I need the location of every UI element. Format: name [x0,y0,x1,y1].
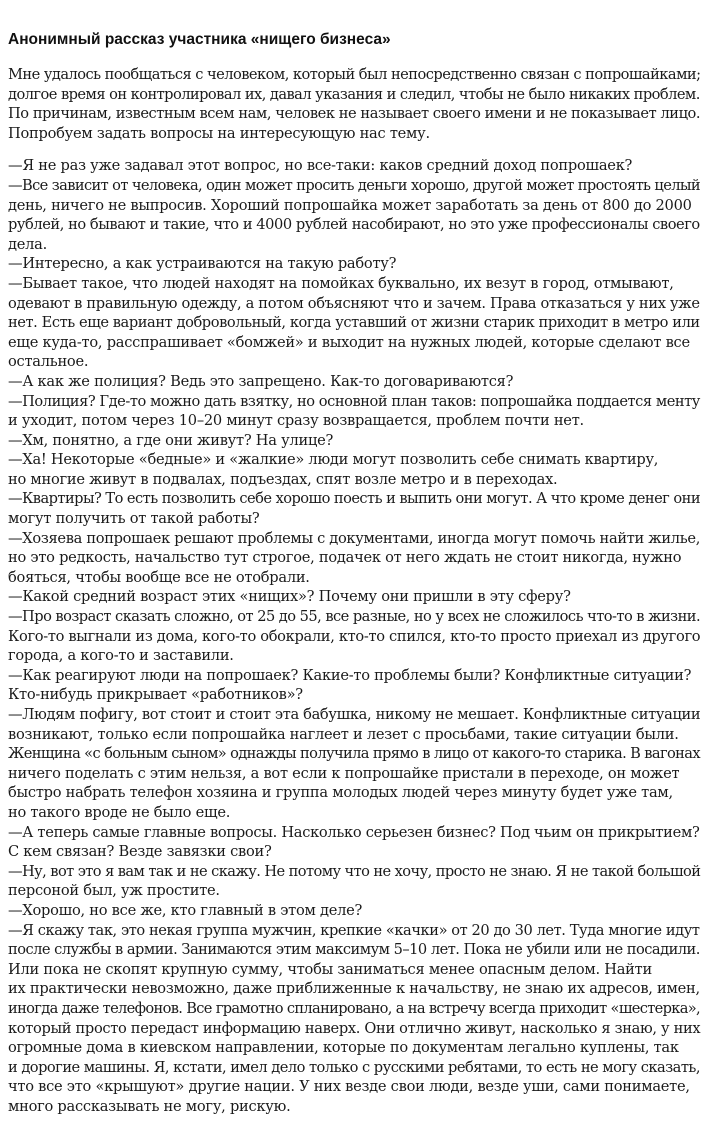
text-line: —Хм, понятно, а где они живут? На улице? [8,431,334,449]
text-line: —Хозяева попрошаек решают проблемы с документами, иногда могут помочь найти жилье, [8,529,701,547]
text-line: но многие живут в подвалах, подъездах, спят возле метро и в переходах. [8,470,558,488]
text-line: —Я не раз уже задавал этот вопрос, но все-таки: каков средний доход попрошаек? [8,157,633,175]
text-line: остальное. [8,353,89,371]
paragraph-gap [8,143,700,156]
text-line: еще куда-то, расспрашивает «бомжей» и выходит на нужных людей, которые сделают все [8,333,690,351]
article-title: Анонимный рассказ участника «нищего бизнеса» [8,31,391,48]
text-line: Попробуем задать вопросы на интересующую нас тему. [8,124,430,142]
text-line: день, ничего не выпросив. Хороший попрошайка может заработать за день от 800 до 2000 [8,196,692,214]
text-line: —Про возраст сказать сложно, от 25 до 55, все разные, но у всех не сложилось что-то в жизни. [8,608,701,626]
text-line: огромные дома в киевском направлении, которые по документам легально куплены, так [8,1039,679,1057]
text-line: бояться, чтобы вообще все не отобрали. [8,568,310,586]
intro-paragraph [8,65,700,143]
interview-dialogue [8,156,700,1116]
text-line: дела. [8,235,47,253]
text-line: и дорогие машины. Я, кстати, имел дело только с русскими ребятами, то есть не могу сказать, [8,1058,700,1076]
text-line: —Какой средний возраст этих «нищих»? Почему они пришли в эту сферу? [8,588,571,606]
text-line: —Все зависит от человека, один может просить деньги хорошо, другой может простоять целый [8,176,701,194]
text-line: после службы в армии. Занимаются этим максимум 5–10 лет. Пока не убили или не посадили. [8,941,700,959]
text-line: —Полиция? Где-то можно дать взятку, но основной план таков: попрошайка поддается менту [8,392,700,410]
text-line: ничего поделать с этим нельзя, а вот если к попрошайке пристали в переходе, он может [8,764,680,782]
text-line: их практически невозможно, даже приближенные к начальству, не знаю их адресов, имен, [8,980,700,998]
text-line: иногда даже телефонов. Все грамотно спланировано, а на встречу всегда приходит «шестерка», [8,999,701,1017]
text-line: быстро набрать телефон хозяина и группа молодых людей через минуту будет уже там, [8,784,673,802]
text-line: Кто-нибудь прикрывает «работников»? [8,686,303,704]
text-line: могут получить от такой работы? [8,510,260,528]
text-line: рублей, но бывают и такие, что и 4000 рублей насобирают, но это уже профессионалы своего [8,216,700,234]
text-line: —Бывает такое, что людей находят на помойках буквально, их везут в город, отмывают, [8,274,674,292]
text-line: Кого-то выгнали из дома, кого-то обокрали, кто-то спился, кто-то просто приехал из другого [8,627,701,645]
text-line: —Людям пофигу, вот стоит и стоит эта бабушка, никому не мешает. Конфликтные ситуации [8,706,701,723]
text-line: Женщина «с больным сыном» однажды получила прямо в лицо от какого-то старика. В вагонах [8,745,700,763]
text-line: нет. Есть еще вариант добровольный, когда уставший от жизни старик приходит в метро или [8,314,700,332]
text-line: персоной был, уж простите. [8,882,220,900]
text-line: —Хорошо, но все же, кто главный в этом деле? [8,901,363,919]
text-line: долгое время он контролировал их, давал указания и следил, чтобы не было никаких проблем. [8,85,700,103]
text-line: но такого вроде не было еще. [8,803,231,821]
text-line: По причинам, известным всем нам, человек не называет своего имени и не показывает лицо. [8,105,701,123]
text-line: С кем связан? Везде завязки свои? [8,843,272,861]
text-line: —Я скажу так, это некая группа мужчин, крепкие «качки» от 20 до 30 лет. Туда многие идут [8,921,700,939]
text-line: —Ну, вот это я вам так и не скажу. Не потому что не хочу, просто не знаю. Я не такой большой [8,862,701,880]
text-line: города, а кого-то и заставили. [8,647,234,665]
text-line: но это редкость, начальство тут строгое, подачек от него ждать не стоит никогда, нужно [8,549,682,567]
text-line: Или пока не скопят крупную сумму, чтобы заниматься менее опасным делом. Найти [8,960,652,978]
text-line: —Ха! Некоторые «бедные» и «жалкие» люди могут позволить себе снимать квартиру, [8,451,659,469]
text-line: который просто передаст информацию наверх. Они отлично живут, насколько я знаю, у них [8,1019,701,1037]
text-line: —Как реагируют люди на попрошаек? Какие-то проблемы были? Конфликтные ситуации? [8,666,692,684]
text-line: —Интересно, а как устраиваются на такую работу? [8,255,397,273]
article [8,30,700,1116]
text-line: —А теперь самые главные вопросы. Насколько серьезен бизнес? Под чьим он прикрытием? [8,823,700,841]
text-line: одевают в правильную одежду, а потом объясняют что и зачем. Права отказаться у них уже [8,294,700,312]
text-line: что все это «крышуют» другие нации. У них везде свои люди, везде уши, сами понимаете, [8,1078,690,1096]
text-line: —А как же полиция? Ведь это запрещено. Как-то договариваются? [8,372,514,390]
text-line: Мне удалось пообщаться с человеком, который был непосредственно связан с попрошайками; [8,66,701,83]
text-line: много рассказывать не могу, рискую. [8,1097,291,1115]
text-line: возникают, только если попрошайка наглеет и лезет с просьбами, такие ситуации были. [8,725,679,743]
text-line: —Квартиры? То есть позволить себе хорошо поесть и выпить они могут. А что кроме денег они [8,490,700,508]
text-line: и уходит, потом через 10–20 минут сразу возвращается, проблем почти нет. [8,412,584,430]
